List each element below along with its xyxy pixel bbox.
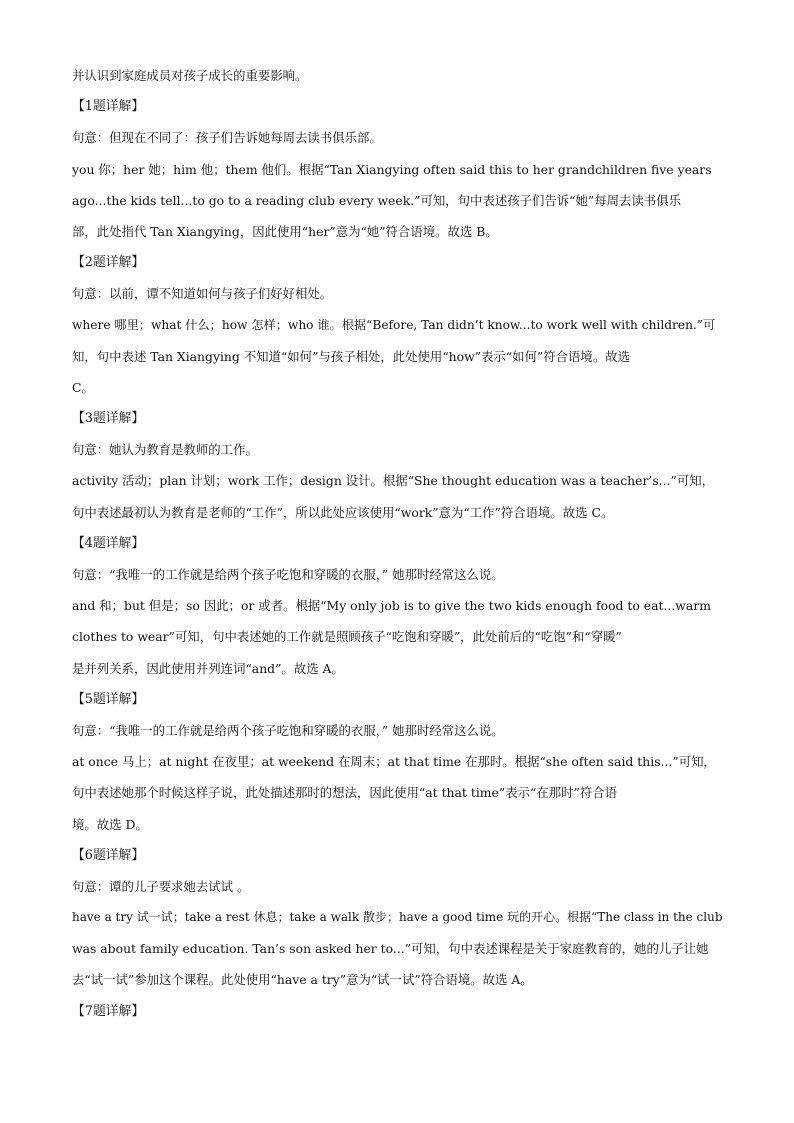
- text-line: where 哪里；what 什么；how 怎样；who 谁。根据“Before, Tan didn’t know...to work well with children.”可: [72, 317, 716, 332]
- text-line: 句意：“我唯一的工作就是给两个孩子吃饱和穿暖的衣服，” 她那时经常这么说。: [72, 722, 504, 738]
- text-line: activity 活动；plan 计划；work 工作；design 设计。根据“She thought education was a teacher’s...”可知，: [72, 473, 714, 489]
- section-header: 【4题详解】: [72, 535, 145, 551]
- text-line: ago...the kids tell...to go to a reading club every week.”可知，句中表述孩子们告诉“她”每周去读书俱乐: [72, 192, 681, 208]
- text-line: 句意：谭的儿子要求她去试试 。: [72, 878, 250, 894]
- section-header: 【3题详解】: [72, 411, 145, 427]
- text-line: 句意：“我唯一的工作就是给两个孩子吃饱和穿暖的衣服，” 她那时经常这么说。: [72, 567, 504, 582]
- section-header: 【2题详解】: [72, 255, 145, 271]
- text-line: have a try 试一试；take a rest 休息；take a walk 散步；have a good time 玩的开心。根据“The class in the club: [72, 910, 723, 925]
- section-header: 【5题详解】: [72, 691, 145, 707]
- text-line: C。: [72, 379, 94, 395]
- text-line: 知，句中表述 Tan Xiangying 不知道“如何”与孩子相处，此处使用“how”表示“如何”符合语境。故选: [72, 348, 630, 364]
- text-line: 句意：她认为教育是教师的工作。: [72, 442, 258, 458]
- text-line: 去“试一试”参加这个课程。此处使用“have a try”意为“试一试”符合语境。故选 A。: [72, 972, 533, 988]
- text-line: 句中表述她那个时候这样子说，此处描述那时的想法，因此使用“at that time”表示“在那时”符合语: [72, 785, 617, 801]
- text-line: you 你；her 她；him 他；them 他们。根据“Tan Xiangying often said this to her grandchildren five years: [72, 161, 712, 177]
- text-line: 并认识到家庭成员对孩子成长的重要影响。: [72, 68, 308, 83]
- text-line: 是并列关系，因此使用并列连词“and”。故选 A。: [72, 660, 344, 676]
- text-line: clothes to wear”可知，句中表述她的工作就是照顾孩子“吃饱和穿暖”，此处前后的“吃饱”和“穿暖”: [72, 629, 622, 645]
- section-header: 【1题详解】: [72, 99, 145, 115]
- text-line: and 和；but 但是；so 因此；or 或者。根据“My only job is to give the two kids enough food to eat...warm: [72, 598, 711, 614]
- text-line: was about family education. Tan’s son asked her to...”可知，句中表述课程是关于家庭教育的，她的儿子让她: [72, 941, 709, 957]
- document-page: [72, 60, 724, 1027]
- text-line: 句意：以前，谭不知道如何与孩子们好好相处。: [72, 286, 333, 302]
- text-line: at once 马上；at night 在夜里；at weekend 在周末；at that time 在那时。根据“she often said this...”可知，: [72, 754, 716, 770]
- section-header: 【6题详解】: [72, 847, 145, 863]
- text-line: 境。故选 D。: [72, 816, 148, 832]
- text-line: 句中表述最初认为教育是老师的“工作”，所以此处应该使用“work”意为“工作”符合语境。故选 C。: [72, 504, 614, 520]
- text-line: 句意：但现在不同了：孩子们告诉她每周去读书俱乐部。: [72, 130, 382, 146]
- section-header: 【7题详解】: [72, 1003, 145, 1019]
- text-line: 部，此处指代 Tan Xiangying，因此使用“her”意为“她”符合语境。故选 B。: [72, 223, 498, 239]
